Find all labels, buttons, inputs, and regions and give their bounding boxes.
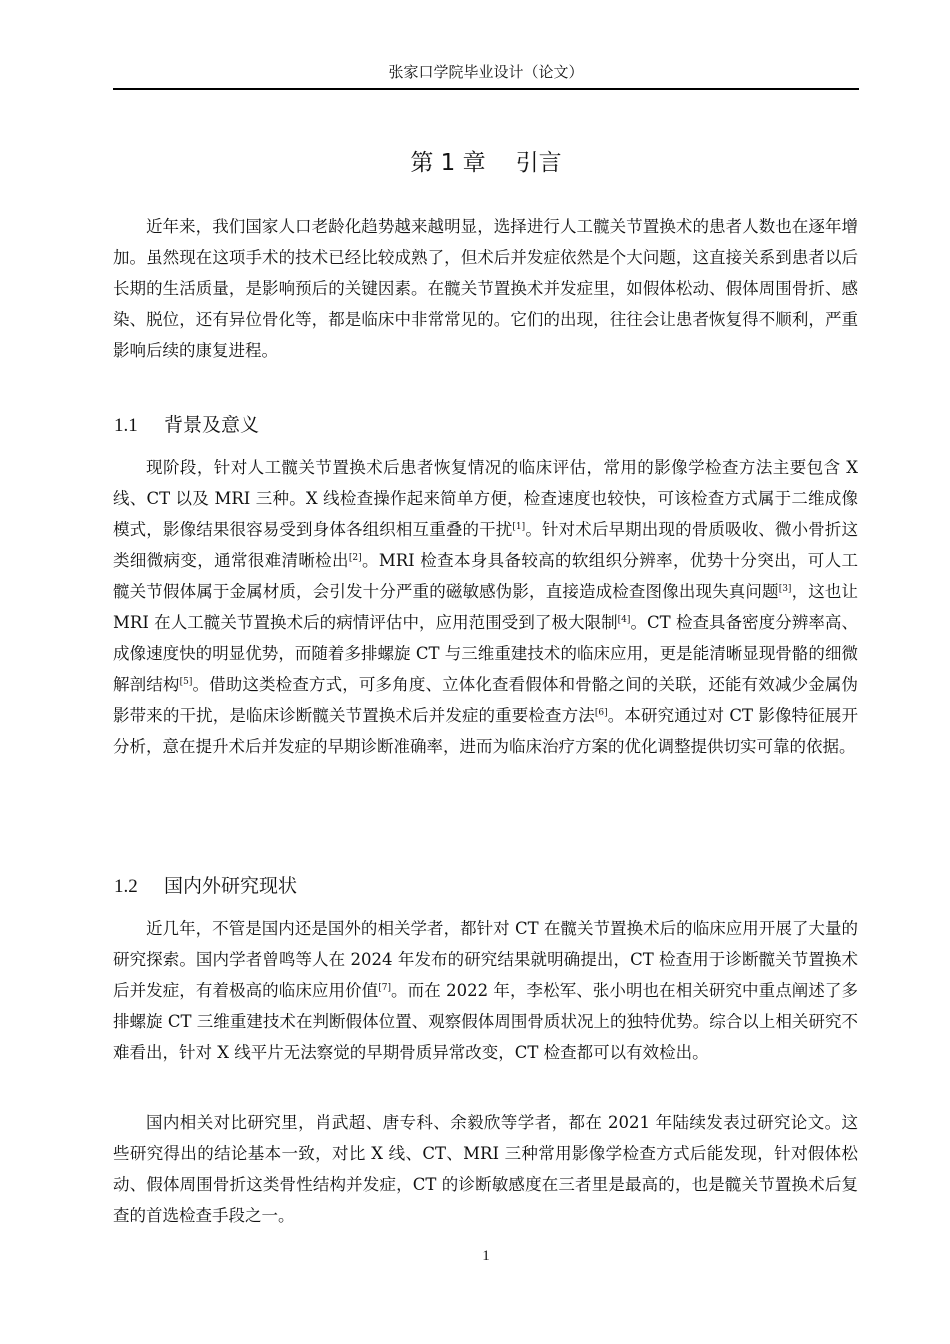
- page-number: 1: [482, 1248, 490, 1264]
- text-segment: 。借助这类检查方式，可多角度、立体化查看假体和骨骼之间的关联，还能有效减少金属伪影带来的干扰，是临床诊断髋关节置换术后并发症的重要检查方法: [113, 675, 859, 725]
- citation-ref: [2]: [348, 553, 362, 563]
- citation-ref: [3]: [778, 584, 792, 594]
- section-1-2-paragraph-1: [113, 913, 858, 1068]
- citation-ref: [7]: [378, 983, 391, 993]
- section-number: 1.2: [114, 876, 138, 897]
- running-header: 张家口学院毕业设计（论文）: [388, 63, 584, 81]
- chapter-title: [113, 147, 859, 179]
- text-segment: 。CT 检查具备密度分辨率高、成像速度快的明显优势，而随着多排螺旋 CT 与三维重建技术的临床应用，更是能清晰显现骨骼的细微解剖结构: [113, 613, 858, 694]
- text-segment: 。本研究通过对 CT 影像特征展开分析，意在提升术后并发症的早期诊断准确率，进而为临床治疗方案的优化调整提供切实可靠的依据。: [113, 706, 859, 756]
- text-segment: 近几年，不管是国内还是国外的相关学者，都针对 CT 在髋关节置换术后的临床应用开展了大量的研究探索。国内学者曾鸣等人在 2024 年发布的研究结果就明确提出，CT 检查用于诊断髋关节置换术后并发症，有着极高的临床应用价值: [113, 919, 858, 1000]
- citation-ref: [1]: [512, 522, 526, 532]
- chapter-number: 第 1 章: [410, 150, 486, 176]
- text-segment: 。MRI 检查本身具备较高的软组织分辨率，优势十分突出，可人工髋关节假体属于金属材质，会引发十分严重的磁敏感伪影，直接造成检查图像出现失真问题: [113, 551, 858, 601]
- section-title: 国内外研究现状: [164, 875, 298, 897]
- section-title: 背景及意义: [164, 414, 260, 436]
- section-number: 1.1: [114, 415, 138, 436]
- text-segment: 现阶段，针对人工髋关节置换术后患者恢复情况的临床评估，常用的影像学检查方法主要包含 X 线、CT 以及 MRI 三种。X 线检查操作起来简单方便，检查速度也较快，可该检查方式属于二维成像模式，影像结果很容易受到身体各组织相互重叠的干扰: [113, 458, 858, 539]
- text-segment: 。针对术后早期出现的骨质吸收、微小骨折这类细微病变，通常很难清晰检出: [113, 520, 859, 570]
- text-segment: 。而在 2022 年，李松军、张小明也在相关研究中重点阐述了多排螺旋 CT 三维重建技术在判断假体位置、观察假体周围骨质状况上的独特优势。综合以上相关研究不难看出，针对 X 线平片无法察觉的早期骨质异常改变，CT 检查都可以有效检出。: [113, 981, 859, 1062]
- citation-ref: [4]: [617, 615, 631, 625]
- section-1-1-paragraph: [113, 452, 858, 762]
- section-1-2-paragraph-2: 国内相关对比研究里，肖武超、唐专科、余毅欣等学者，都在 2021 年陆续发表过研究论文。这些研究得出的结论基本一致，对比 X 线、CT、MRI 三种常用影像学检查方式后能发现，针对假体松动、假体周围骨折这类骨性结构并发症，CT 的诊断敏感度在三者里是最高的，也是髋关节置换术后复查的首选检查手段之一。: [113, 1113, 858, 1225]
- section-heading-1-1: [114, 411, 259, 440]
- intro-paragraph: 近年来，我们国家人口老龄化趋势越来越明显，选择进行人工髋关节置换术的患者人数也在逐年增加。虽然现在这项手术的技术已经比较成熟了，但术后并发症依然是个大问题，这直接关系到患者以后长期的生活质量，是影响预后的关键因素。在髋关节置换术并发症里，如假体松动、假体周围骨折、感染、脱位，还有异位骨化等，都是临床中非常常见的。它们的出现，往往会让患者恢复得不顺利，严重影响后续的康复进程。: [113, 217, 858, 360]
- citation-ref: [5]: [179, 677, 193, 687]
- header-rule: [113, 88, 859, 90]
- section-heading-1-2: [114, 872, 297, 901]
- chapter-heading: 引言: [515, 150, 562, 176]
- text-segment: ，这也让 MRI 在人工髋关节置换术后的病情评估中，应用范围受到了极大限制: [113, 582, 859, 632]
- citation-ref: [6]: [594, 708, 608, 718]
